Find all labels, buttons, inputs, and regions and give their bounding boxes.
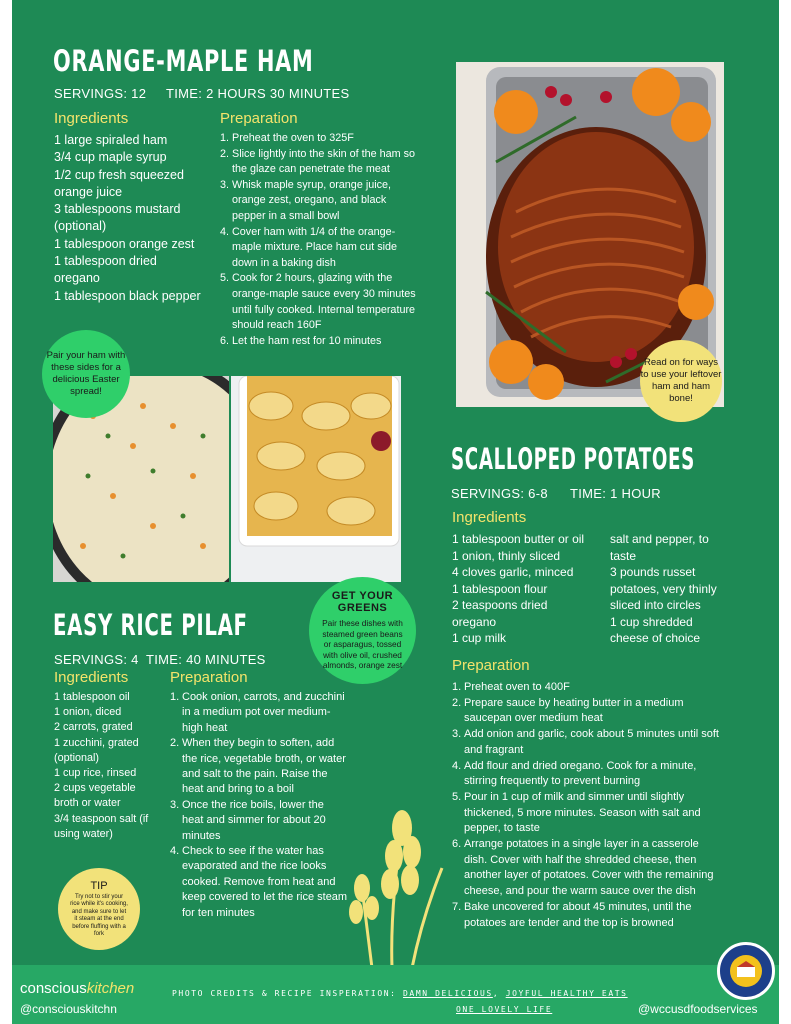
- leftover-bubble: Read on for ways to use your leftover ham and ham bone!: [640, 340, 722, 422]
- pilaf-ingredient: 1 zucchini, grated: [54, 736, 139, 749]
- greens-title: GET YOUR GREENS: [331, 590, 394, 615]
- pilaf-ingredient: 2 cups vegetable: [54, 782, 136, 795]
- potatoes-ingredient: 3 pounds russet: [610, 565, 696, 579]
- potatoes-title: SCALLOPED POTATOES: [451, 442, 695, 476]
- ham-ingredient: orange juice: [54, 184, 123, 199]
- ham-ingredient: 1 tablespoon dried: [54, 254, 157, 269]
- ham-step: Cook for 2 hours, glazing with the orange-maple sauce every 30 minutes until fully cooked. Internal temperature should reach 160F: [232, 272, 416, 332]
- ham-steps: [220, 131, 422, 349]
- ham-ingredient: 1 tablespoon orange zest: [54, 236, 195, 251]
- pilaf-step: Cook onion, carrots, and zucchini in a medium pot over medium-high heat: [182, 691, 345, 734]
- potatoes-ingredient: 1 onion, thinly sliced: [452, 548, 561, 563]
- potatoes-ingredients-col1: [452, 531, 602, 647]
- ham-ingredient: oregano: [54, 271, 100, 286]
- ham-ingredients-list: [54, 132, 219, 305]
- tip-title: TIP: [90, 879, 108, 892]
- potatoes-ingredient: 1 tablespoon flour: [452, 581, 548, 596]
- ham-ingredient: 1 large spiraled ham: [54, 133, 168, 147]
- credit-link-damn-delicious[interactable]: DAMN DELICIOUS: [403, 989, 493, 998]
- potatoes-preparation-heading: Preparation: [452, 657, 530, 674]
- tip-bubble: [58, 868, 140, 950]
- ham-preparation-heading: Preparation: [220, 110, 298, 127]
- potatoes-ingredients-col2: [610, 531, 735, 647]
- logo-conscious: conscious: [20, 980, 87, 997]
- ham-ingredients-heading: Ingredients: [54, 110, 129, 127]
- potatoes-ingredient: oregano: [452, 614, 497, 629]
- greens-text: Pair these dishes with steamed green beans or asparagus, tossed with olive oil, crushed almonds, orange zest: [322, 618, 403, 671]
- pilaf-ingredients-list: [54, 690, 166, 842]
- potatoes-step: Pour in 1 cup of milk and simmer until slightly thickened, 5 more minutes. Season with salt and pepper, to taste: [464, 790, 701, 835]
- pilaf-title: EASY RICE PILAF: [53, 608, 248, 642]
- pilaf-ingredient: using water): [54, 827, 113, 840]
- potatoes-ingredient: 1 tablespoon butter or oil: [452, 532, 585, 546]
- ham-step: Slice lightly into the skin of the ham so the glaze can penetrate the meat: [232, 147, 416, 176]
- tip-text: Try not to stir your rice while it's cooking, and make sure to let it steam at the end before fluffing with a fork: [70, 893, 128, 937]
- potatoes-steps: [452, 680, 720, 931]
- ham-ingredient: 3/4 cup maple syrup: [54, 150, 167, 165]
- ham-time: TIME: 2 HOURS 30 MINUTES: [166, 86, 350, 101]
- recipe-page: [12, 0, 779, 1024]
- potatoes-ingredient: 1 cup shredded: [610, 614, 693, 629]
- credits-prefix: PHOTO CREDITS & RECIPE INSPERATION:: [172, 989, 397, 998]
- pilaf-servings: SERVINGS: 4: [54, 652, 139, 667]
- potatoes-step: Add flour and dried oregano. Cook for a minute, stirring frequently to prevent burning: [464, 759, 697, 788]
- scalloped-potatoes-illustration: [231, 376, 401, 582]
- ham-title: ORANGE-MAPLE HAM: [53, 44, 314, 78]
- potatoes-ingredient: 4 cloves garlic, minced: [452, 565, 574, 579]
- ham-step: Let the ham rest for 10 minutes: [232, 334, 382, 347]
- pilaf-steps: [170, 690, 348, 921]
- ham-ingredient: 3 tablespoons mustard: [54, 202, 181, 217]
- potatoes-ingredient: salt and pepper, to: [610, 532, 709, 546]
- ham-ingredient: 1 tablespoon black pepper: [54, 288, 201, 303]
- potatoes-servings: SERVINGS: 6-8: [451, 486, 548, 501]
- pilaf-time: TIME: 40 MINUTES: [146, 652, 266, 667]
- potatoes-ingredient: sliced into circles: [610, 598, 701, 612]
- pilaf-ingredients-heading: Ingredients: [54, 669, 129, 686]
- potatoes-step: Bake uncovered for about 45 minutes, until the potatoes are tender and the top is browned: [464, 900, 692, 929]
- pilaf-ingredient: 1 tablespoon oil: [54, 691, 130, 703]
- ham-ingredient: (optional): [54, 219, 107, 234]
- ham-step: Cover ham with 1/4 of the orange-maple mixture. Place ham cut side down in a baking dish: [232, 225, 398, 269]
- ham-step: Whisk maple syrup, orange juice, orange zest, oregano, and black pepper in a small bowl: [232, 178, 392, 222]
- pilaf-ingredient: 1 cup rice, rinsed: [54, 767, 137, 780]
- ham-step: Preheat the oven to 325F: [232, 132, 354, 144]
- wccusd-handle[interactable]: @wccusdfoodservices: [638, 1002, 758, 1016]
- pilaf-step: Check to see if the water has evaporated and the rice looks cooked. Remove from heat and keep covered to let the rice steam for ten minutes: [182, 845, 348, 919]
- potatoes-step: Preheat oven to 400F: [464, 681, 570, 693]
- pilaf-step: Once the rice boils, lower the heat and simmer for about 20 minutes: [182, 798, 326, 842]
- pilaf-step: When they begin to soften, add the rice, vegetable broth, or water and salt to the pain. Raise the heat and bring to a boil: [182, 737, 346, 796]
- potatoes-ingredient: cheese of choice: [610, 631, 701, 645]
- potatoes-ingredients-heading: Ingredients: [452, 509, 527, 526]
- pilaf-ingredient: 3/4 teaspoon salt (if: [54, 812, 149, 825]
- photo-credits: PHOTO CREDITS & RECIPE INSPERATION: DAMN DELICIOUS, JOYFUL HEALTHY EATS: [172, 989, 628, 998]
- pilaf-preparation-heading: Preparation: [170, 669, 248, 686]
- consciouskitchn-handle[interactable]: @consciouskitchn: [20, 1002, 117, 1016]
- credit-link-one-lovely-life[interactable]: ONE LOVELY LIFE: [456, 1005, 553, 1014]
- potatoes-ingredient: taste: [610, 548, 637, 563]
- pilaf-ingredient: 2 carrots, grated: [54, 721, 133, 734]
- pair-sides-bubble: Pair your ham with these sides for a delicious Easter spread!: [42, 330, 130, 418]
- conscious-kitchen-logo: [20, 980, 134, 997]
- potatoes-ingredient: 2 teaspoons dried: [452, 598, 548, 612]
- wheat-illustration: [342, 808, 452, 968]
- pilaf-ingredient: 1 onion, diced: [54, 706, 122, 719]
- potatoes-ingredient: potatoes, very thinly: [610, 581, 717, 596]
- potatoes-step: Arrange potatoes in a single layer in a casserole dish. Cover with half the shredded cheese, then another layer of potatoes. Cover with the remaining cheese, and pour the warm sauce over the dish: [464, 838, 714, 898]
- potatoes-step: Prepare sauce by heating butter in a medium saucepan over medium heat: [464, 696, 684, 725]
- photo-credits-line2: [456, 1005, 552, 1014]
- credit-link-joyful-healthy-eats[interactable]: JOYFUL HEALTHY EATS: [505, 989, 628, 998]
- ham-ingredient: 1/2 cup fresh squeezed: [54, 167, 184, 182]
- potatoes-time: TIME: 1 HOUR: [570, 486, 661, 501]
- potatoes-step: Add onion and garlic, cook about 5 minutes until soft and fragrant: [464, 728, 719, 756]
- district-seal-emblem: [720, 945, 772, 997]
- scalloped-potatoes-photo: [231, 376, 401, 582]
- greens-bubble: [309, 577, 416, 684]
- ham-servings: SERVINGS: 12: [54, 86, 147, 101]
- pilaf-ingredient: (optional): [54, 751, 100, 764]
- logo-kitchen: kitchen: [86, 980, 135, 997]
- pilaf-ingredient: broth or water: [54, 797, 121, 810]
- potatoes-ingredient: 1 cup milk: [452, 631, 507, 645]
- district-seal: [717, 942, 775, 1000]
